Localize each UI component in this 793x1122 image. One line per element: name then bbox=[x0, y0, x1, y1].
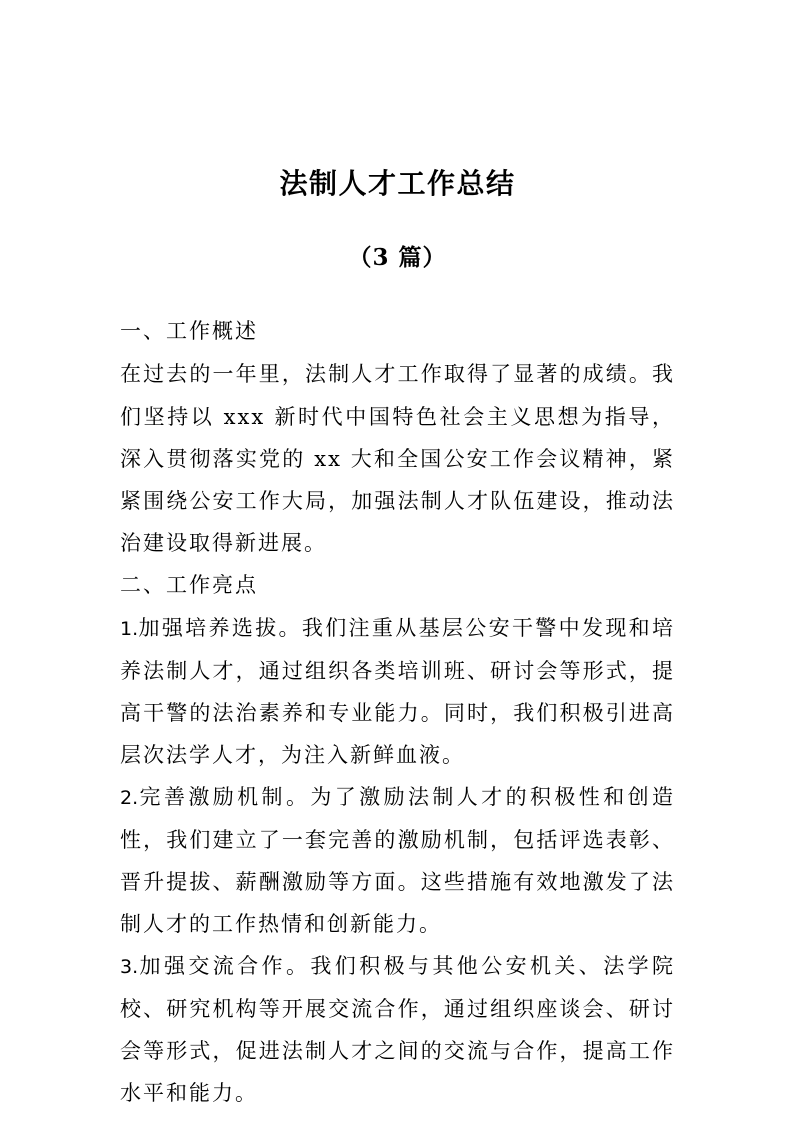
paragraph-item-3 bbox=[120, 945, 675, 1114]
paragraph-heading-2 bbox=[120, 564, 675, 607]
paragraph-text: 完善激励机制。为了激励法制人才的积极性和创造性，我们建立了一套完善的激励机制，包括评选表彰、晋升提拔、薪酬激励等方面。这些措施有效地激发了法制人才的工作热情和创新能力。 bbox=[120, 785, 675, 936]
paragraph-overview bbox=[120, 353, 675, 564]
paragraph-number: 1. bbox=[120, 618, 139, 640]
paragraph-item-2 bbox=[120, 776, 675, 945]
paragraph-item-1 bbox=[120, 607, 675, 776]
paragraph-number: 2. bbox=[120, 787, 139, 809]
paragraph-text: 加强交流合作。我们积极与其他公安机关、法学院校、研究机构等开展交流合作，通过组织座谈会、研讨会等形式，促进法制人才之间的交流与合作，提高工作水平和能力。 bbox=[120, 954, 675, 1105]
paragraph-text: 一、工作概述 bbox=[120, 319, 258, 343]
paragraph-text: 加强培养选拔。我们注重从基层公安干警中发现和培养法制人才，通过组织各类培训班、研讨会等形式，提高干警的法治素养和专业能力。同时，我们积极引进高层次法学人才，为注入新鲜血液。 bbox=[120, 616, 675, 767]
paragraph-text: 二、工作亮点 bbox=[120, 573, 258, 597]
paragraph-text: 在过去的一年里，法制人才工作取得了显著的成绩。我们坚持以 xxx 新时代中国特色社会主义思想为指导，深入贯彻落实党的 xx 大和全国公安工作会议精神，紧紧围绕公安工作大局，加强法制人才队伍建设，推动法治建设取得新进展。 bbox=[120, 362, 675, 555]
paragraph-heading-1 bbox=[120, 310, 675, 353]
document-title: 法制人才工作总结 bbox=[279, 167, 516, 200]
paragraph-number: 3. bbox=[120, 956, 139, 978]
document-body bbox=[120, 310, 675, 1114]
document-subtitle: （3 篇） bbox=[348, 244, 447, 271]
